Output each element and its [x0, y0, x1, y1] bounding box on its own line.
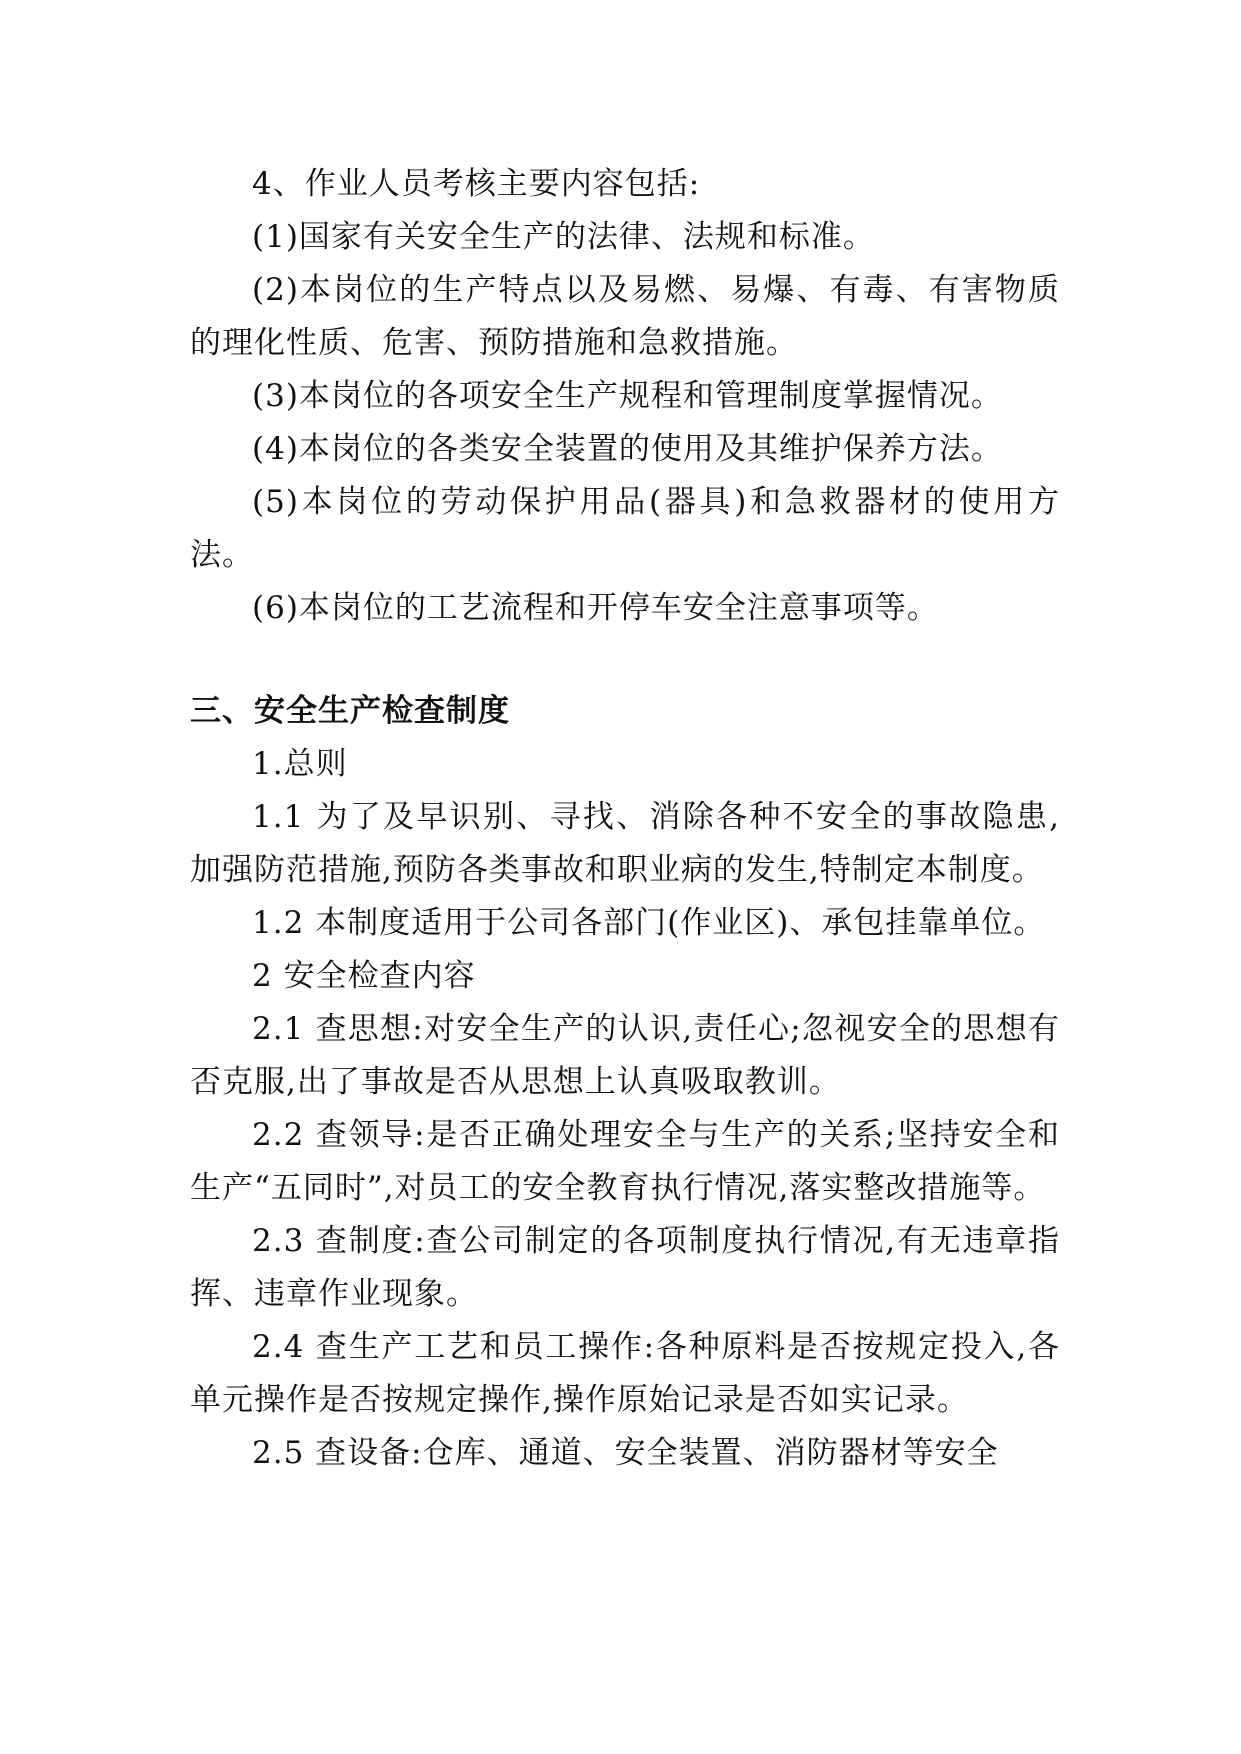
document-body	[190, 158, 1060, 1480]
assessment-item-4: (4)本岗位的各类安全装置的使用及其维护保养方法。	[252, 431, 1003, 467]
assessment-item-2: (2)本岗位的生产特点以及易燃、易爆、有毒、有害物质的理化性质、危害、预防措施和急救措施。	[190, 272, 1060, 361]
general-heading: 1.总则	[252, 746, 348, 782]
assessment-item-3: (3)本岗位的各项安全生产规程和管理制度掌握情况。	[252, 378, 1003, 414]
clause-2-5: 2.5 查设备:仓库、通道、安全装置、消防器材等安全	[252, 1435, 999, 1471]
clause-2-1: 2.1 查思想:对安全生产的认识,责任心;忽视安全的思想有否克服,出了事故是否从思想上认真吸取教训。	[190, 1011, 1060, 1100]
assessment-item-1: (1)国家有关安全生产的法律、法规和标准。	[252, 219, 875, 255]
clause-2-2: 2.2 查领导:是否正确处理安全与生产的关系;坚持安全和生产“五同时”,对员工的安全教育执行情况,落实整改措施等。	[190, 1117, 1060, 1206]
assessment-intro: 4、作业人员考核主要内容包括:	[252, 166, 701, 202]
assessment-item-6: (6)本岗位的工艺流程和开停车安全注意事项等。	[252, 590, 939, 626]
content-heading: 2 安全检查内容	[252, 958, 476, 994]
assessment-item-5: (5)本岗位的劳动保护用品(器具)和急救器材的使用方法。	[190, 484, 1060, 573]
clause-1-1: 1.1 为了及早识别、寻找、消除各种不安全的事故隐患,加强防范措施,预防各类事故和职业病的发生,特制定本制度。	[190, 799, 1060, 888]
clause-2-3: 2.3 查制度:查公司制定的各项制度执行情况,有无违章指挥、违章作业现象。	[190, 1223, 1060, 1312]
section-title: 三、安全生产检查制度	[190, 693, 510, 729]
clause-1-2: 1.2 本制度适用于公司各部门(作业区)、承包挂靠单位。	[252, 905, 1046, 941]
clause-2-4: 2.4 查生产工艺和员工操作:各种原料是否按规定投入,各单元操作是否按规定操作,操作原始记录是否如实记录。	[190, 1329, 1060, 1418]
